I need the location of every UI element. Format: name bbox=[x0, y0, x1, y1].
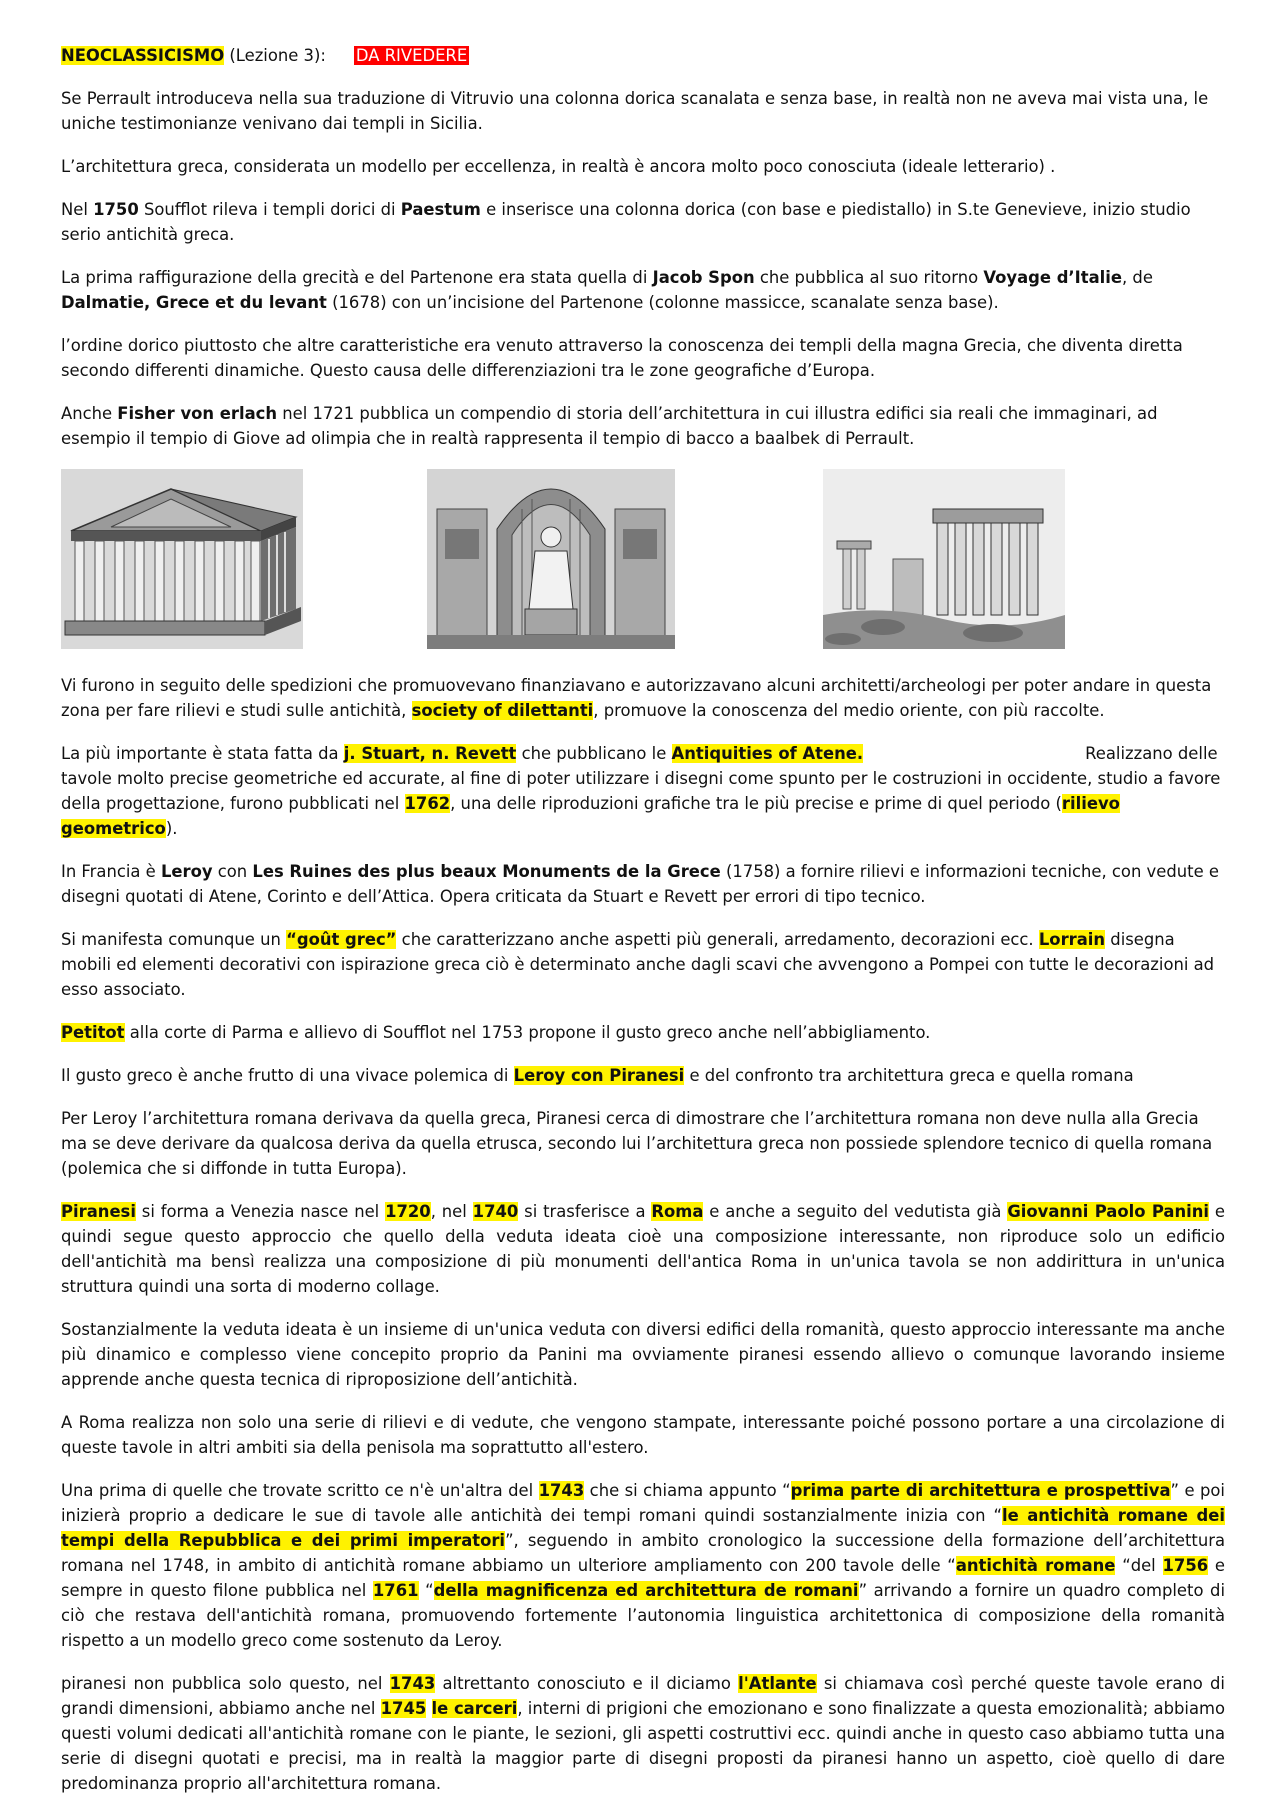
p10-e: disegna mobili ed elementi decorativi con ispirazione greca ciò è determinato anche dagli scavi che avvengono a Pompei con tutte le decorazioni ad esso associato. bbox=[61, 930, 1215, 999]
p13-text: Per Leroy l’architettura romana derivava da quella greca, Piranesi cerca di dimostrare che l’architettura romana non deve nulla alla Grecia ma se deve derivare da qualcosa deriva da quella etrusca, secondo lui l’architettura greca non possiede splendore tecnico di quella romana (polemica che si diffonde in tutta Europa). bbox=[61, 1109, 1213, 1178]
document-title bbox=[61, 43, 1225, 68]
p3-c: Soufflot rileva i templi dorici di bbox=[138, 200, 401, 219]
p17-k: 1756 bbox=[1162, 1556, 1209, 1575]
p7-a: Vi furono in seguito delle spedizioni che promuovevano finanziavano e autorizzavano alcuni architetti/archeologi per poter andare in questa zona per fare rilievi e studi sulle antichità, bbox=[61, 676, 1212, 720]
ruins-engraving bbox=[823, 469, 1065, 649]
p17-c: che si chiama appunto “ bbox=[584, 1481, 791, 1500]
p8-i: ). bbox=[165, 819, 178, 838]
p4-c: che pubblica al suo ritorno bbox=[754, 268, 984, 287]
p14-f: si trasferisce a bbox=[518, 1202, 652, 1221]
p11-b: alla corte di Parma e allievo di Soufflot nel 1753 propone il gusto greco anche nell’abbigliamento. bbox=[124, 1023, 931, 1042]
p16-text: A Roma realizza non solo una serie di rilievi e di vedute, che vengono stampate, interessante poiché possono portare a una circolazione di queste tavole in altri ambiti sia della penisola ma soprattutto all'estero. bbox=[61, 1413, 1225, 1457]
p10-a: Si manifesta comunque un bbox=[61, 930, 287, 949]
p9-e: (1758) a fornire rilievi e informazioni tecniche, con vedute e disegni quotati di Atene, Corinto e dell’Attica. Opera criticata da Stuart e Revett per errori di tipo tecnico. bbox=[61, 862, 1219, 906]
review-flag: DA RIVEDERE bbox=[355, 46, 468, 65]
p8-a: La più importante è stata fatta da bbox=[61, 744, 344, 763]
temple-engraving bbox=[61, 469, 303, 649]
p15-text: Sostanzialmente la veduta ideata è un insieme di un'unica veduta con diversi edifici della romanità, questo approccio interessante ma anche più dinamico e complesso viene concepito proprio da Panini ma ovviamente piranesi essendo allievo o comunque lavorando insieme apprende anche questa tecnica di riproposizione dell’antichità. bbox=[61, 1320, 1225, 1389]
p14-b: si forma a Venezia nasce nel bbox=[135, 1202, 386, 1221]
paragraph-13 bbox=[61, 1106, 1225, 1181]
p9-a: In Francia è bbox=[61, 862, 161, 881]
paragraph-7 bbox=[61, 673, 1225, 723]
p14-a: Piranesi bbox=[61, 1202, 136, 1221]
p12-c: e del confronto tra architettura greca e quella romana bbox=[684, 1066, 1134, 1085]
p18-f: 1745 bbox=[380, 1699, 427, 1718]
p14-h: e anche a seguito del vedutista già bbox=[703, 1202, 1008, 1221]
p8-f: 1762 bbox=[404, 794, 451, 813]
p18-a: piranesi non pubblica solo questo, nel bbox=[61, 1674, 390, 1693]
p7-c: , promuove la conoscenza del medio oriente, con più raccolte. bbox=[593, 701, 1105, 720]
p5-text: l’ordine dorico piuttosto che altre caratteristiche era venuto attraverso la conoscenza dei templi della magna Grecia, che diventa diretta secondo differenti dinamiche. Questo causa delle differenziazioni tra le zone geografiche d’Europa. bbox=[61, 336, 1183, 380]
p14-g: Roma bbox=[651, 1202, 704, 1221]
paragraph-6 bbox=[61, 401, 1225, 451]
p18-b: 1743 bbox=[389, 1674, 436, 1693]
p6-b: Fisher von erlach bbox=[117, 404, 278, 423]
p12-b: Leroy con Piranesi bbox=[513, 1066, 685, 1085]
p14-d: , nel bbox=[430, 1202, 473, 1221]
paragraph-10 bbox=[61, 927, 1225, 1002]
p6-c: nel 1721 pubblica un compendio di storia dell’architettura in cui illustra edifici sia reali che immaginari, ad esempio il tempio di Giove ad olimpia che in realtà rappresenta il tempio di bacco a baalbek di Perrault. bbox=[61, 404, 1158, 448]
document-page bbox=[61, 43, 1225, 1814]
p4-e: , de bbox=[1122, 268, 1153, 287]
p6-a: Anche bbox=[61, 404, 118, 423]
p11-a: Petitot bbox=[61, 1023, 125, 1042]
paragraph-12 bbox=[61, 1063, 1225, 1088]
p1-text: Se Perrault introduceva nella sua traduzione di Vitruvio una colonna dorica scanalata e senza base, in realtà non ne aveva mai vista una, le uniche testimonianze venivano dai templi in Sicilia. bbox=[61, 89, 1209, 133]
p4-b: Jacob Spon bbox=[652, 268, 755, 287]
p3-d: Paestum bbox=[400, 200, 481, 219]
p12-a: Il gusto greco è anche frutto di una vivace polemica di bbox=[61, 1066, 514, 1085]
paragraph-1 bbox=[61, 86, 1225, 136]
p8-g: , una delle riproduzioni grafiche tra le più precise e prime di quel periodo ( bbox=[450, 794, 1062, 813]
paragraph-15 bbox=[61, 1317, 1225, 1392]
statue-niche-engraving bbox=[427, 469, 675, 649]
p9-d: Les Ruines des plus beaux Monuments de la Grece bbox=[252, 862, 721, 881]
p17-h: antichità romane bbox=[955, 1556, 1116, 1575]
title-lesson: (Lezione 3): bbox=[224, 46, 326, 65]
p17-b: 1743 bbox=[538, 1481, 585, 1500]
p17-f: le antichità romane dei tempi della Repubblica e dei primi imperatori bbox=[61, 1506, 1225, 1550]
p8-d: Antiquities of Atene. bbox=[671, 744, 864, 763]
p17-n: “ bbox=[418, 1581, 434, 1600]
p8-c: che pubblicano le bbox=[516, 744, 672, 763]
p10-b: “goût grec” bbox=[286, 930, 397, 949]
p17-o: della magnificenza ed architettura de romani bbox=[433, 1581, 859, 1600]
illustrations-row bbox=[61, 469, 1225, 655]
p4-g: (1678) con un’incisione del Partenone (colonne massicce, scanalate senza base). bbox=[326, 293, 999, 312]
p10-d: Lorrain bbox=[1038, 930, 1106, 949]
p18-h: le carceri bbox=[431, 1699, 518, 1718]
p17-e: ” e poi inizierà proprio a dedicare le sue di tavole alle antichità dei tempi romani quindi sostanzialmente inizia con “ bbox=[61, 1481, 1225, 1525]
p18-e: si chiamava così perché queste tavole erano di grandi dimensioni, abbiamo anche nel bbox=[61, 1674, 1225, 1718]
p4-a: La prima raffigurazione della grecità e del Partenone era stata quella di bbox=[61, 268, 653, 287]
p14-i: Giovanni Paolo Panini bbox=[1007, 1202, 1210, 1221]
p9-c: con bbox=[212, 862, 253, 881]
p2-text: L’architettura greca, considerata un modello per eccellenza, in realtà è ancora molto poco conosciuta (ideale letterario) . bbox=[61, 157, 1056, 176]
p17-d: prima parte di architettura e prospettiva bbox=[790, 1481, 1171, 1500]
p14-e: 1740 bbox=[472, 1202, 519, 1221]
paragraph-17 bbox=[61, 1478, 1225, 1653]
paragraph-8 bbox=[61, 741, 1225, 841]
p17-i: “del bbox=[1115, 1556, 1163, 1575]
paragraph-3 bbox=[61, 197, 1225, 247]
p3-e: e inserisce una colonna dorica (con base e piedistallo) in S.te Genevieve, inizio studio serio antichità greca. bbox=[61, 200, 1191, 244]
paragraph-16 bbox=[61, 1410, 1225, 1460]
p17-g: ”, seguendo in ambito cronologico la successione della formazione dell’architettura romana nel 1748, in ambito di antichità romane abbiamo un ulteriore ampliamento con 200 tavole delle “ bbox=[61, 1531, 1225, 1575]
p7-b: society of dilettanti bbox=[411, 701, 594, 720]
paragraph-9 bbox=[61, 859, 1225, 909]
paragraph-5 bbox=[61, 333, 1225, 383]
p8-b: j. Stuart, n. Revett bbox=[343, 744, 517, 763]
paragraph-18 bbox=[61, 1671, 1225, 1796]
p17-m: 1761 bbox=[372, 1581, 419, 1600]
paragraph-4 bbox=[61, 265, 1225, 315]
p4-d: Voyage d’Italie bbox=[983, 268, 1122, 287]
p8-h: rilievo geometrico bbox=[61, 794, 1120, 838]
p17-a: Una prima di quelle che trovate scritto ce n'è un'altra del bbox=[61, 1481, 539, 1500]
p9-b: Leroy bbox=[160, 862, 213, 881]
p17-p: ” arrivando a fornire un quadro completo di ciò che restava dell'antichità romana, promuovendo fortemente l’autonomia linguistica architettonica di composizione della romanità rispetto a un modello greco come sostenuto da Leroy. bbox=[61, 1581, 1226, 1650]
p18-c: altrettanto conosciuto e il diciamo bbox=[435, 1674, 739, 1693]
p8-e: Realizzano delle tavole molto precise geometriche ed accurate, al fine di poter utilizzare i disegni come spunto per le costruzioni in occidente, studio a favore della progettazione, furono pubblicati nel bbox=[61, 744, 1221, 813]
p17-l: e sempre in questo filone pubblica nel bbox=[61, 1556, 1225, 1600]
paragraph-14 bbox=[61, 1199, 1225, 1299]
paragraph-2 bbox=[61, 154, 1225, 179]
paragraph-11 bbox=[61, 1020, 1225, 1045]
p18-d: l'Atlante bbox=[738, 1674, 817, 1693]
p14-k: e quindi segue questo approccio che quello della veduta ideata cioè una composizione interessante, non riproduce solo un edificio dell'antichità ma bensì realizza una composizione di più monumenti dell'antica Roma in un'unica tavola se non addirittura in un'unica struttura quindi una sorta di moderno collage. bbox=[61, 1202, 1225, 1296]
p14-c: 1720 bbox=[385, 1202, 431, 1221]
p10-c: che caratterizzano anche aspetti più generali, arredamento, decorazioni ecc. bbox=[396, 930, 1039, 949]
p3-a: Nel bbox=[61, 200, 94, 219]
p4-f: Dalmatie, Grece et du levant bbox=[61, 293, 327, 312]
p18-g bbox=[426, 1699, 431, 1718]
p18-i: , interni di prigioni che emozionano e sono finalizzate a questa emozionalità; abbiamo questi volumi dedicati all'antichità romane con le piante, le sezioni, gli aspetti costruttivi ecc. quindi anche in questo caso abbiamo tutta una serie di disegni quotati e precisi, ma in realtà la maggior parte di disegni proposti da piranesi hanno un aspetto, cioè quello di dare predominanza proprio all'architettura romana. bbox=[61, 1699, 1225, 1793]
p3-b: 1750 bbox=[93, 200, 139, 219]
title-main: NEOCLASSICISMO bbox=[61, 46, 225, 65]
